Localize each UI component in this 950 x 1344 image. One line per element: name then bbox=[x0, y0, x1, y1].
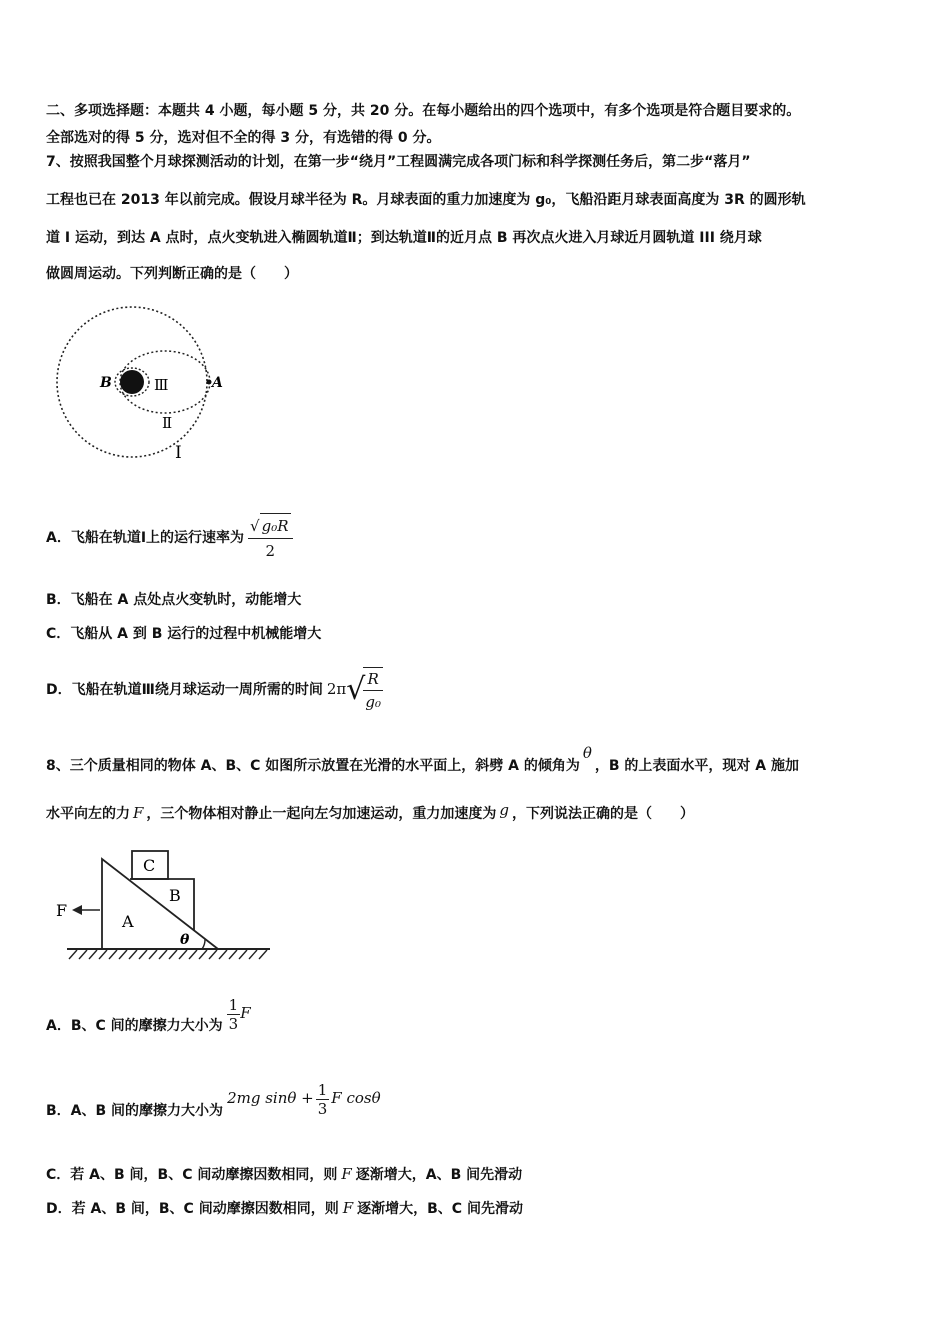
q8-stem-line2-a: 水平向左的力 bbox=[46, 806, 130, 822]
wedge-diagram bbox=[52, 845, 277, 970]
label-A: A bbox=[122, 912, 134, 931]
moon bbox=[120, 370, 144, 394]
q7-stem-line4: 做圆周运动。下列判断正确的是（ ） bbox=[46, 266, 298, 282]
q8-stem-line2 bbox=[46, 803, 694, 824]
q8-option-b-denominator: 3 bbox=[317, 1099, 328, 1118]
q7-option-d bbox=[46, 660, 383, 719]
label-F: F bbox=[56, 901, 68, 920]
q8-option-c-a: C．若 A、B 间，B、C 间动摩擦因数相同，则 bbox=[46, 1167, 338, 1183]
q7-option-b: B．飞船在 A 点处点火变轨时，动能增大 bbox=[46, 592, 302, 608]
q7-option-a bbox=[46, 508, 293, 568]
q7-option-d-numerator: R bbox=[363, 668, 383, 691]
point-A-marker bbox=[207, 380, 212, 385]
label-C: C bbox=[143, 856, 156, 875]
q8-option-a-numerator: 1 bbox=[228, 995, 239, 1014]
q8-gravity-symbol: g bbox=[499, 801, 510, 819]
q7-option-a-formula: $\frac{\text{√ g₀R}}{2}$ bbox=[248, 513, 292, 564]
q8-option-a-text: A．B、C 间的摩擦力大小为 bbox=[46, 1018, 223, 1034]
q8-option-c-force: F bbox=[341, 1165, 352, 1183]
q8-stem-line2-b: ，三个物体相对静止一起向左匀加速运动，重力加速度为 bbox=[146, 806, 497, 822]
wedge-A bbox=[102, 859, 218, 949]
q8-stem-line1 bbox=[46, 744, 800, 776]
orbit-diagram bbox=[50, 300, 223, 470]
section-header-line1: 二、多项选择题：本题共 4 小题，每小题 5 分，共 20 分。在每小题给出的四个选项中，有多个选项是符合题目要求的。 bbox=[46, 103, 801, 119]
q7-option-d-text: D．飞船在轨道Ⅲ绕月球运动一周所需的时间 bbox=[46, 682, 323, 698]
q8-option-d-force: F bbox=[342, 1199, 354, 1217]
q8-stem-line2-c: ，下列说法正确的是（ ） bbox=[512, 806, 695, 822]
label-II: Ⅱ bbox=[162, 414, 173, 432]
q7-stem-line2: 工程也已在 2013 年以前完成。假设月球半径为 R。月球表面的重力加速度为 g₀，飞船沿距月球表面高度为 3R 的圆形轨 bbox=[46, 192, 806, 208]
q8-stem-line1-b: ，B 的上表面水平，现对 A 施加 bbox=[594, 758, 800, 774]
label-A: A bbox=[212, 375, 223, 391]
label-B: B bbox=[100, 375, 112, 391]
label-theta: θ bbox=[180, 932, 190, 948]
q7-option-d-prefix: 2π bbox=[326, 680, 347, 698]
q8-option-d-b: 逐渐增大，B、C 间先滑动 bbox=[357, 1201, 523, 1217]
q8-option-d bbox=[46, 1198, 523, 1219]
q8-option-b-fraction bbox=[316, 1081, 330, 1118]
section-header-line2: 全部选对的得 5 分，选对但不全的得 3 分，有选错的得 0 分。 bbox=[46, 130, 441, 146]
q7-stem-line1: 7、按照我国整个月球探测活动的计划，在第一步“绕月”工程圆满完成各项门标和科学探测任务后，第二步“落月” bbox=[46, 154, 751, 170]
label-III: Ⅲ bbox=[154, 376, 169, 394]
q8-option-b-text: B．A、B 间的摩擦力大小为 bbox=[46, 1103, 224, 1119]
q8-option-b bbox=[46, 1080, 381, 1141]
q8-option-a bbox=[46, 995, 251, 1056]
q7-option-d-sqrt: √ bbox=[346, 672, 366, 707]
q7-option-a-radicand: g₀R bbox=[260, 513, 291, 538]
q7-option-a-text: A．飞船在轨道Ⅰ上的运行速率为 bbox=[46, 530, 245, 546]
q8-option-b-numerator: 1 bbox=[317, 1080, 328, 1099]
q8-option-c bbox=[46, 1164, 522, 1185]
q7-option-c: C．飞船从 A 到 B 运行的过程中机械能增大 bbox=[46, 626, 322, 642]
label-I: I bbox=[175, 443, 182, 463]
ground-hatching bbox=[69, 950, 267, 959]
q8-option-a-denominator: 3 bbox=[228, 1014, 239, 1033]
label-B: B bbox=[169, 886, 181, 905]
q7-option-a-denominator: 2 bbox=[265, 542, 276, 561]
q8-stem-line1-a: 8、三个质量相同的物体 A、B、C 如图所示放置在光滑的水平面上，斜劈 A 的倾角为 bbox=[46, 758, 580, 774]
q7-option-d-denominator: g₀ bbox=[365, 693, 382, 711]
q7-option-d-fraction bbox=[363, 667, 383, 713]
q8-option-a-var: F bbox=[240, 1004, 251, 1022]
q7-stem-line3: 道 I 运动，到达 A 点时，点火变轨进入椭圆轨道Ⅱ；到达轨道Ⅱ的近月点 B 再次点火进入月球近月圆轨道 III 绕月球 bbox=[46, 230, 762, 246]
q8-option-d-a: D．若 A、B 间，B、C 间动摩擦因数相同，则 bbox=[46, 1201, 339, 1217]
q8-option-b-expr1: 2mg sinθ + bbox=[227, 1089, 314, 1107]
q8-option-b-expr2: F cosθ bbox=[331, 1089, 381, 1107]
q8-force-symbol: F bbox=[133, 804, 144, 822]
theta-arc bbox=[202, 939, 205, 949]
q8-theta: θ bbox=[582, 744, 592, 762]
force-arrowhead bbox=[72, 905, 82, 915]
q8-option-c-b: 逐渐增大，A、B 间先滑动 bbox=[355, 1167, 523, 1183]
q8-option-a-fraction bbox=[227, 996, 241, 1033]
